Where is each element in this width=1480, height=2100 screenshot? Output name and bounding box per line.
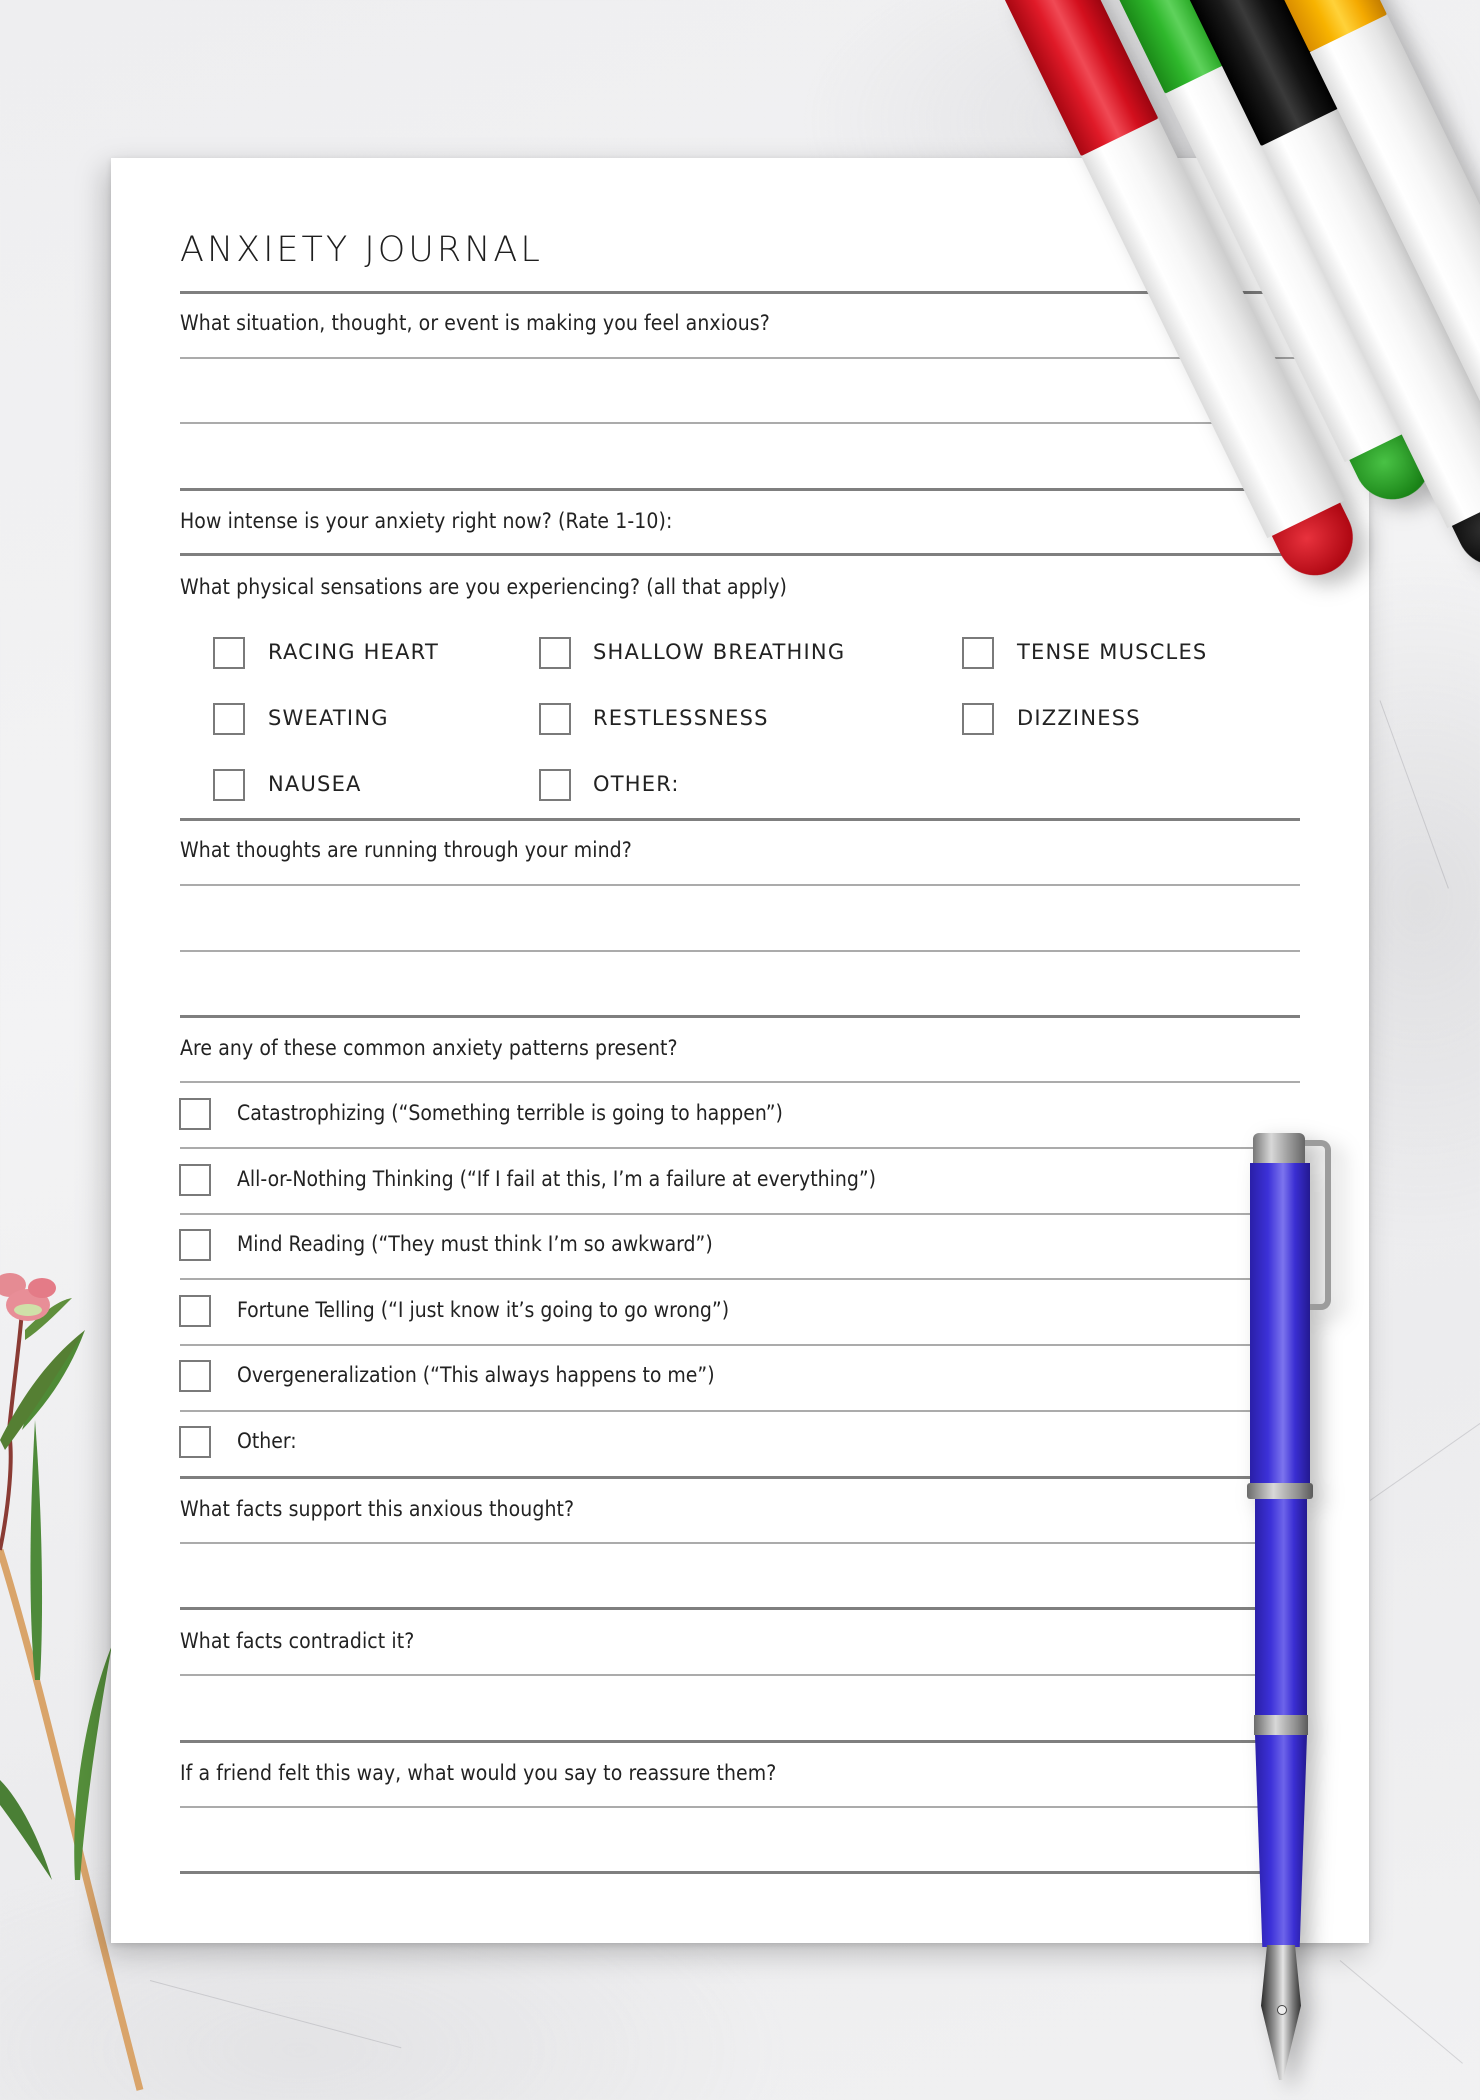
label-shallow-breathing: SHALLOW BREATHING [593, 640, 846, 664]
pen-ring [1254, 1715, 1308, 1735]
divider [180, 488, 1300, 491]
label-other-pattern: Other: [237, 1429, 297, 1453]
row-line [180, 1410, 1300, 1412]
question-sensations: What physical sensations are you experiencing? (all that apply) [180, 575, 787, 599]
checkbox-overgeneralization[interactable] [179, 1360, 211, 1392]
pen-barrel [1255, 1499, 1307, 1715]
writing-line[interactable] [180, 422, 1300, 424]
checkbox-catastrophizing[interactable] [179, 1098, 211, 1130]
marble-vein [1380, 700, 1449, 888]
checkbox-tense-muscles[interactable] [962, 637, 994, 669]
label-catastrophizing: Catastrophizing (“Something terrible is going to happen”) [237, 1101, 783, 1125]
checkbox-fortune-telling[interactable] [179, 1295, 211, 1327]
writing-line[interactable] [180, 950, 1300, 952]
label-dizziness: DIZZINESS [1017, 706, 1141, 730]
divider [180, 1871, 1300, 1874]
checkbox-other-pattern[interactable] [179, 1426, 211, 1458]
page-title: ANXIETY JOURNAL [180, 230, 543, 270]
label-all-or-nothing: All-or-Nothing Thinking (“If I fail at this, I’m a failure at everything”) [237, 1167, 876, 1191]
divider [180, 1740, 1300, 1743]
divider [180, 1476, 1300, 1479]
row-line [180, 1344, 1300, 1346]
question-contradicting-facts: What facts contradict it? [180, 1629, 415, 1653]
divider [180, 553, 1300, 556]
question-intensity: How intense is your anxiety right now? (Rate 1-10): [180, 509, 673, 533]
label-tense-muscles: TENSE MUSCLES [1017, 640, 1208, 664]
question-situation: What situation, thought, or event is making you feel anxious? [180, 311, 770, 335]
writing-line[interactable] [180, 1674, 1300, 1676]
writing-line[interactable] [180, 1806, 1300, 1808]
checkbox-restlessness[interactable] [539, 703, 571, 735]
pen-cap-top [1253, 1133, 1305, 1163]
writing-line[interactable] [180, 1542, 1300, 1544]
question-patterns: Are any of these common anxiety patterns present? [180, 1036, 678, 1060]
pen-ring [1247, 1483, 1313, 1499]
marble-vein [150, 1980, 401, 2048]
writing-line[interactable] [180, 884, 1300, 886]
marble-vein [1370, 1374, 1480, 1501]
row-line [180, 1147, 1300, 1149]
writing-line[interactable] [180, 357, 1300, 359]
checkbox-nausea[interactable] [213, 769, 245, 801]
pen-nib-breather-hole [1277, 2005, 1287, 2015]
divider [180, 818, 1300, 821]
row-line [180, 1081, 1300, 1083]
label-other-sensation: OTHER: [593, 772, 680, 796]
checkbox-all-or-nothing[interactable] [179, 1164, 211, 1196]
label-racing-heart: RACING HEART [268, 640, 439, 664]
checkbox-mind-reading[interactable] [179, 1229, 211, 1261]
divider [180, 1607, 1300, 1610]
row-line [180, 1278, 1300, 1280]
label-fortune-telling: Fortune Telling (“I just know it’s going to go wrong”) [237, 1298, 730, 1322]
checkbox-shallow-breathing[interactable] [539, 637, 571, 669]
label-mind-reading: Mind Reading (“They must think I’m so awkward”) [237, 1232, 713, 1256]
fountain-pen [1245, 1130, 1345, 2090]
divider [180, 1015, 1300, 1018]
checkbox-sweating[interactable] [213, 703, 245, 735]
label-restlessness: RESTLESSNESS [593, 706, 769, 730]
checkbox-dizziness[interactable] [962, 703, 994, 735]
question-supporting-facts: What facts support this anxious thought? [180, 1497, 575, 1521]
checkbox-other-sensation[interactable] [539, 769, 571, 801]
journal-page [111, 158, 1369, 1943]
row-line [180, 1213, 1300, 1215]
label-nausea: NAUSEA [268, 772, 362, 796]
divider [180, 291, 1300, 294]
marble-vein [1340, 1960, 1463, 2064]
pen-cap [1250, 1163, 1310, 1483]
question-thoughts: What thoughts are running through your mind? [180, 838, 632, 862]
label-overgeneralization: Overgeneralization (“This always happens to me”) [237, 1363, 715, 1387]
checkbox-racing-heart[interactable] [213, 637, 245, 669]
label-sweating: SWEATING [268, 706, 389, 730]
question-reassure-friend: If a friend felt this way, what would you say to reassure them? [180, 1761, 777, 1785]
pen-grip [1255, 1735, 1307, 1947]
